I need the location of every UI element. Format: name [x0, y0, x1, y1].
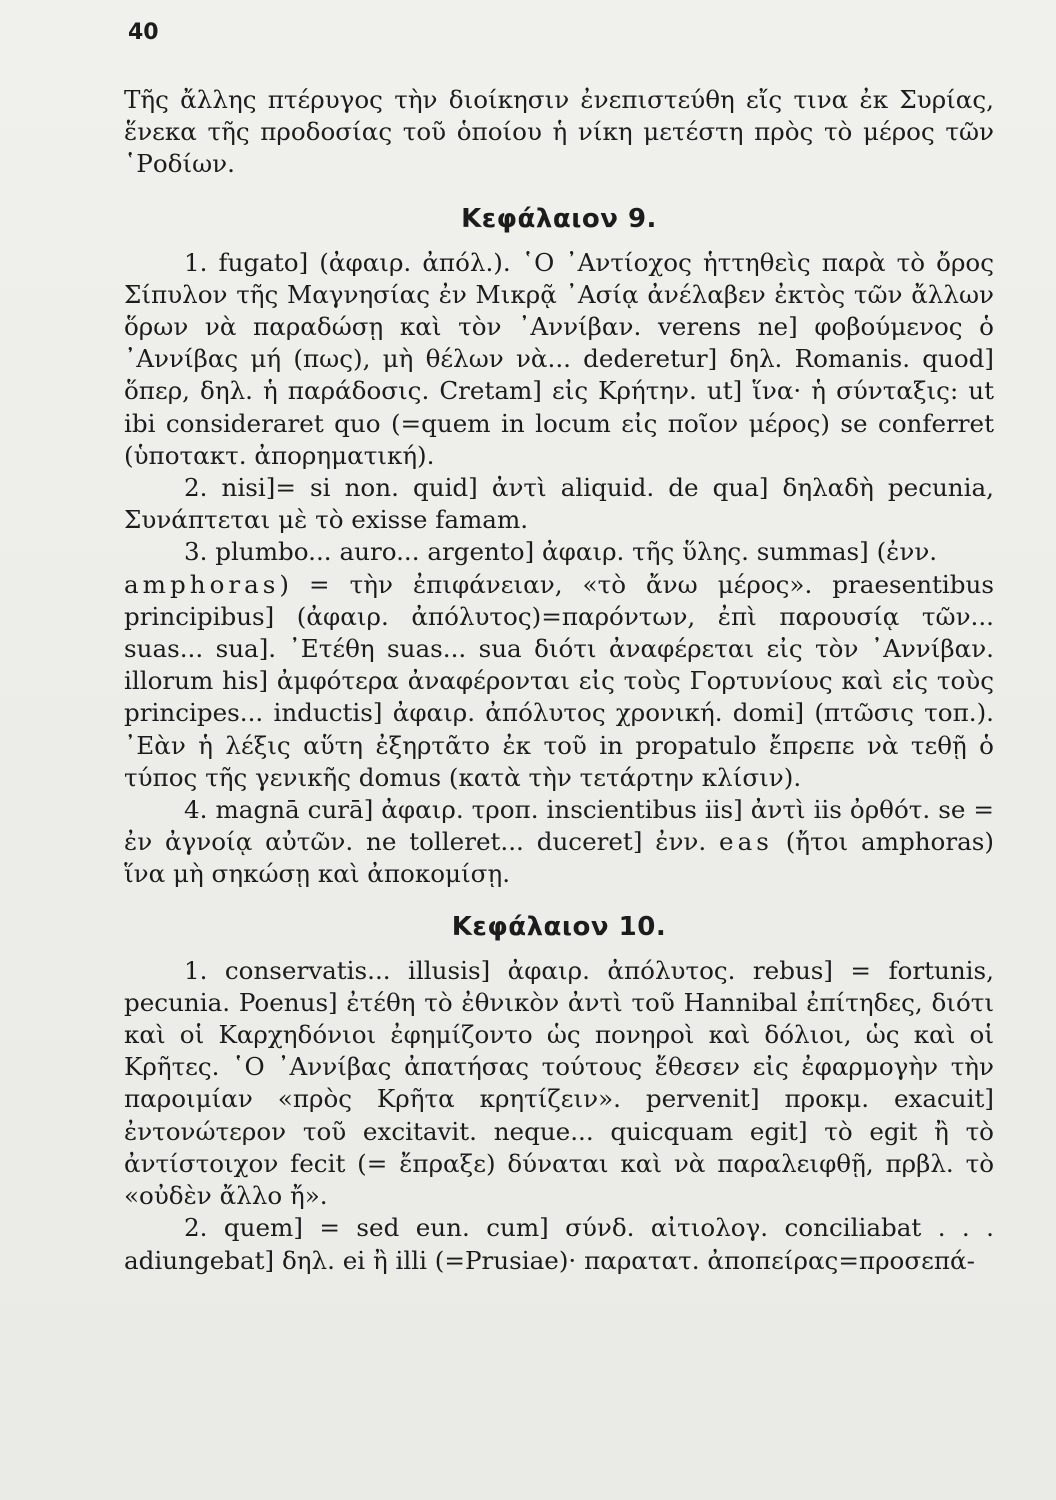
chapter-9-note-2: 2. nisi]= si non. quid] ἀντὶ aliquid. de qua] δηλαδὴ pecunia, Συνάπτεται μὲ τὸ exisse famam. — [124, 473, 994, 535]
chapter-10-note-2: 2. quem] = sed eun. cum] σύνδ. αἰτιολογ. conciliabat . . . adiungebat] δηλ. ei ἢ illi (=Prusiae)· παρατατ. ἀποπείρας=προσεπά- — [124, 1213, 994, 1275]
page-text — [124, 84, 994, 1277]
intro-paragraph: Τῆς ἄλλης πτέρυγος τὴν διοίκησιν ἐνεπιστεύθη εἴς τινα ἐκ Συρίας, ἕνεκα τῆς προδοσίας τοῦ ὁποίου ἡ νίκη μετέστη πρὸς τὸ μέρος τῶν ῾Ροδίων. — [124, 85, 994, 179]
page-number: 40 — [128, 20, 159, 45]
note-3-start: 3. plumbo... auro... argento] ἀφαιρ. τῆς ὕλης. summas] (ἐνν. — [184, 537, 938, 567]
chapter-10-note-1: 1. conservatis... illusis] ἀφαιρ. ἀπόλυτος. rebus] = fortunis, pecunia. Poenus] ἐτέθη τὸ ἐθνικὸν ἀντὶ τοῦ Hannibal ἐπίτηδες, διότι καὶ οἱ Καρχηδόνιοι ἐφημίζοντο ὡς πονηροὶ καὶ δόλιοι, ὡς καὶ οἱ Κρῆτες. ῾Ο ᾿Αννίβας ἀπατήσας τούτους ἔθεσεν εἰς ἐφαρμογὴν τὴν παροιμίαν «πρὸς Κρῆτα κρητίζειν». pervenit] προκμ. exacuit] ἐντονώτερον τοῦ excitavit. neque... quicquam egit] τὸ egit ἢ τὸ ἀντίστοιχον fecit (= ἔπραξε) δύναται καὶ νὰ παραλειφθῇ, πρβλ. τὸ «οὐδὲν ἄλλο ἤ». — [124, 955, 994, 1211]
spaced-word-eas: eas — [719, 827, 773, 857]
chapter-9-note-4 — [124, 794, 994, 891]
note-4-rest: (ἤτοι amphoras) ἵνα μὴ σηκώσῃ καὶ ἀποκομίσῃ. — [124, 827, 994, 889]
note-4-start: 4. magnā curā] ἀφαιρ. τροπ. inscientibus iis] ἀντὶ iis ὀρθότ. se = ἐν ἀγνοίᾳ αὐτῶν. ne tolleret... duceret] ἐνν. — [124, 795, 994, 857]
spaced-word-amphoras: amphoras — [124, 569, 280, 599]
chapter-10-heading: Κεφάλαιον 10. — [451, 911, 667, 942]
chapter-9-note-3 — [124, 536, 994, 794]
chapter-9-heading: Κεφάλαιον 9. — [461, 203, 657, 234]
chapter-9-note-1: 1. fugato] (ἀφαιρ. ἀπόλ.). ῾Ο ᾿Αντίοχος ἡττηθεὶς παρὰ τὸ ὄρος Σίπυλον τῆς Μαγνησίας ἐν Μικρᾷ ᾿Ασίᾳ ἀνέλαβεν ἐκτὸς τῶν ἄλλων ὅρων νὰ παραδώσῃ καὶ τὸν ᾿Αννίβαν. verens ne] φοβούμενος ὁ ᾿Αννίβας μή (πως), μὴ θέλων νὰ... dederetur] δηλ. Romanis. quod] ὅπερ, δηλ. ἡ παράδοσις. Cretam] εἰς Κρήτην. ut] ἵνα· ἡ σύνταξις: ut ibi consideraret quo (=quem in locum εἰς ποῖον μέρος) se conferret (ὑποτακτ. ἀπορηματική). — [124, 247, 994, 470]
note-3-rest: ) = τὴν ἐπιφάνειαν, «τὸ ἄνω μέρος». praesentibus principibus] (ἀφαιρ. ἀπόλυτος)=παρόντων, ἐπὶ παρουσίᾳ τῶν... suas... sua]. ᾿Ετέθη suas... sua διότι ἀναφέρεται εἰς τὸν ᾿Αννίβαν. illorum his] ἀμφότερα ἀναφέρονται εἰς τοὺς Γορτυνίους καὶ εἰς τοὺς principes... inductis] ἀφαιρ. ἀπόλυτος χρονική. domi] (πτῶσις τοπ.). ᾿Εὰν ἡ λέξις αὕτη ἐξηρτᾶτο ἐκ τοῦ in propatulo ἔπρεπε νὰ τεθῇ ὁ τύπος τῆς γενικῆς domus (κατὰ τὴν τετάρτην κλίσιν). — [124, 569, 994, 792]
